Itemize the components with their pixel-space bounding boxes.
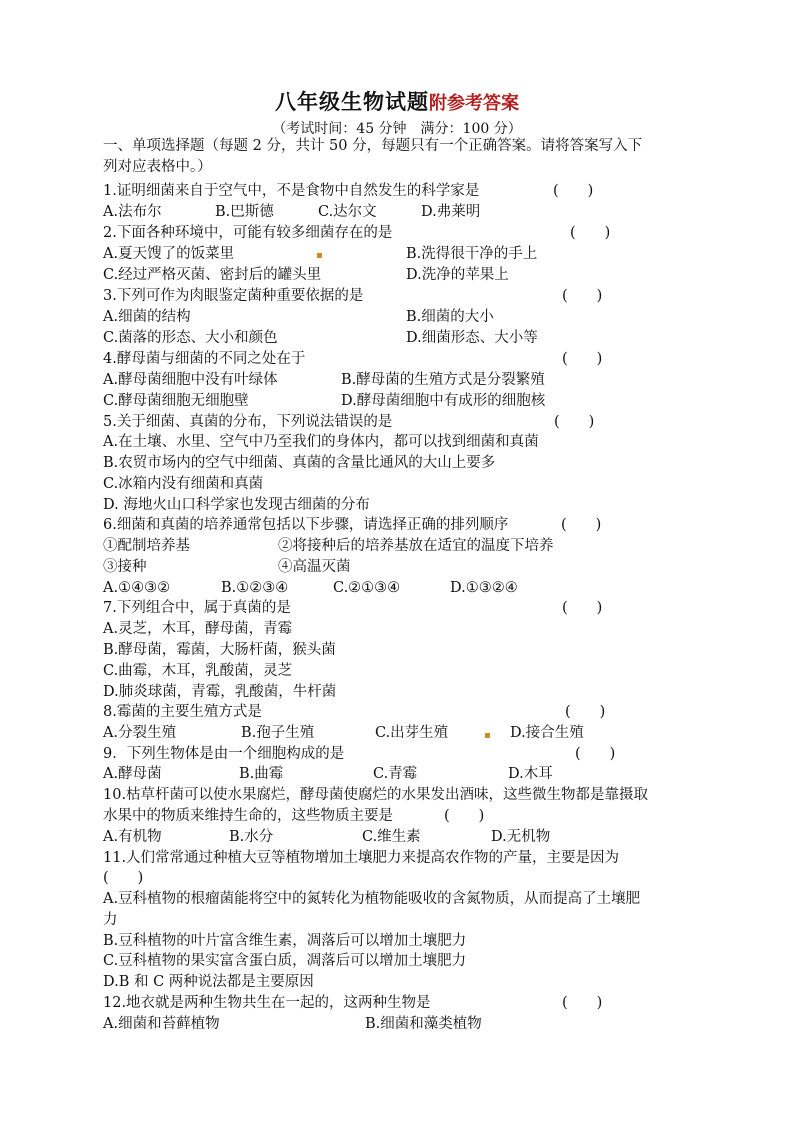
q3-option-c: C.菌落的形态、大小和颜色 xyxy=(103,330,278,346)
q6-step-1: ①配制培养基 xyxy=(103,538,190,554)
section-heading: 一、单项选择题（每题 2 分，共计 50 分，每题只有一个正确答案。请将答案写入下 xyxy=(103,138,643,154)
q6-step-2: ②将接种后的培养基放在适宜的温度下培养 xyxy=(278,538,554,554)
answer-blank-9: ( ) xyxy=(575,746,616,762)
exam-info: （考试时间：45 分钟 满分：100 分） xyxy=(272,121,522,137)
q2-option-b: B.洗得很干净的手上 xyxy=(406,246,538,262)
question-9-stem: 9．下列生物体是由一个细胞构成的是 xyxy=(103,746,345,762)
question-2-stem: 2.下面各种环境中，可能有较多细菌存在的是 xyxy=(103,225,393,241)
question-12-stem: 12.地衣就是两种生物共生在一起的，这两种生物是 xyxy=(103,995,431,1011)
question-10-stem-cont: 水果中的物质来维持生命的，这些物质主要是 xyxy=(103,808,393,824)
q1-option-b: B.巴斯德 xyxy=(215,204,274,220)
q9-option-c: C.青霉 xyxy=(373,766,418,782)
answer-blank-11: ( ) xyxy=(103,870,144,886)
q9-option-d: D.木耳 xyxy=(508,766,553,782)
question-7-stem: 7.下列组合中，属于真菌的是 xyxy=(103,600,291,616)
q5-option-c: C.冰箱内没有细菌和真菌 xyxy=(103,476,264,492)
q8-option-d: D.接合生殖 xyxy=(510,725,584,741)
q7-option-b: B.酵母菌，霉菌，大肠杆菌，猴头菌 xyxy=(103,642,336,658)
q2-option-c: C.经过严格灭菌、密封后的罐头里 xyxy=(103,267,322,283)
q2-option-d: D.洗净的苹果上 xyxy=(406,267,509,283)
q7-option-d: D.肺炎球菌，青霉，乳酸菌，牛杆菌 xyxy=(103,684,337,700)
q6-option-d: D.①③②④ xyxy=(450,580,518,596)
q6-step-3: ③接种 xyxy=(103,559,147,575)
q7-option-a: A.灵芝，木耳，酵母菌，青霉 xyxy=(103,621,293,637)
q6-step-4: ④高温灭菌 xyxy=(278,559,351,575)
question-10-stem: 10.枯草杆菌可以使水果腐烂，酵母菌使腐烂的水果发出酒味，这些微生物都是靠摄取 xyxy=(103,787,649,803)
q10-option-c: C.维生素 xyxy=(362,829,421,845)
q9-option-a: A.酵母菌 xyxy=(103,766,162,782)
q10-option-a: A.有机物 xyxy=(103,829,162,845)
question-3-stem: 3.下列可作为肉眼鉴定菌种重要依据的是 xyxy=(103,288,364,304)
q3-option-d: D.细菌形态、大小等 xyxy=(406,330,538,346)
q1-option-d: D.弗莱明 xyxy=(421,204,481,220)
q4-option-a: A.酵母菌细胞中没有叶绿体 xyxy=(103,372,278,388)
answer-blank-4: ( ) xyxy=(562,351,603,367)
page-title xyxy=(0,86,794,116)
answer-blank-8: ( ) xyxy=(565,704,606,720)
q6-option-a: A.①④③② xyxy=(103,580,171,596)
answer-blank-10: ( ) xyxy=(444,808,485,824)
section-heading-cont: 列对应表格中。） xyxy=(103,159,212,175)
q2-option-a: A.夏天馊了的饭菜里 xyxy=(103,246,235,262)
answer-blank-2: ( ) xyxy=(570,225,611,241)
q4-option-d: D.酵母菌细胞中有成形的细胞核 xyxy=(341,393,546,409)
stray-mark: ▪ xyxy=(484,730,491,741)
question-8-stem: 8.霉菌的主要生殖方式是 xyxy=(103,704,262,720)
q4-option-b: B.酵母菌的生殖方式是分裂繁殖 xyxy=(341,372,545,388)
q8-option-c: C.出芽生殖 xyxy=(375,725,449,741)
q10-option-d: D.无机物 xyxy=(491,829,551,845)
answer-blank-6: ( ) xyxy=(561,517,602,533)
q4-option-c: C.酵母菌细胞无细胞壁 xyxy=(103,393,249,409)
q5-option-b: B.农贸市场内的空气中细菌、真菌的含量比通风的大山上要多 xyxy=(103,455,496,471)
question-1-stem: 1.证明细菌来自于空气中，不是食物中自然发生的科学家是 xyxy=(103,183,480,199)
q11-option-b: B.豆科植物的叶片富含维生素，凋落后可以增加土壤肥力 xyxy=(103,933,467,949)
q8-option-a: A.分裂生殖 xyxy=(103,725,177,741)
question-5-stem: 5.关于细菌、真菌的分布，下列说法错误的是 xyxy=(103,414,393,430)
q8-option-b: B.孢子生殖 xyxy=(241,725,315,741)
answer-blank-1: ( ) xyxy=(553,183,594,199)
q12-option-b: B.细菌和藻类植物 xyxy=(365,1016,482,1032)
answer-blank-7: ( ) xyxy=(562,600,603,616)
answer-blank-3: ( ) xyxy=(562,288,603,304)
q5-option-d: D. 海地火山口科学家也发现古细菌的分布 xyxy=(103,497,370,513)
title-main: 八年级生物试题 xyxy=(275,89,429,114)
title-answer-note: 附参考答案 xyxy=(429,93,519,114)
question-4-stem: 4.酵母菌与细菌的不同之处在于 xyxy=(103,351,306,367)
q11-option-a-cont: 力 xyxy=(103,912,118,928)
q1-option-a: A.法布尔 xyxy=(103,204,162,220)
q5-option-a: A.在土壤、水里、空气中乃至我们的身体内，都可以找到细菌和真菌 xyxy=(103,434,539,450)
q11-option-a: A.豆科植物的根瘤菌能将空中的氮转化为植物能吸收的含氮物质，从而提高了土壤肥 xyxy=(103,891,641,907)
q3-option-a: A.细菌的结构 xyxy=(103,309,191,325)
answer-blank-12: ( ) xyxy=(562,995,603,1011)
question-6-stem: 6.细菌和真菌的培养通常包括以下步骤，请选择正确的排列顺序 xyxy=(103,517,509,533)
q9-option-b: B.曲霉 xyxy=(239,766,284,782)
q6-option-c: C.②①③④ xyxy=(333,580,401,596)
q6-option-b: B.①②③④ xyxy=(221,580,289,596)
q11-option-d: D.B 和 C 两种说法都是主要原因 xyxy=(103,974,314,990)
answer-blank-5: ( ) xyxy=(554,414,595,430)
q3-option-b: B.细菌的大小 xyxy=(406,309,494,325)
question-11-stem: 11.人们常常通过种植大豆等植物增加土壤肥力来提高农作物的产量，主要是因为 xyxy=(103,850,620,866)
q10-option-b: B.水分 xyxy=(229,829,274,845)
q7-option-c: C.曲霉，木耳，乳酸菌，灵芝 xyxy=(103,663,293,679)
q1-option-c: C.达尔文 xyxy=(318,204,377,220)
q11-option-c: C.豆科植物的果实富含蛋白质，凋落后可以增加土壤肥力 xyxy=(103,953,467,969)
q12-option-a: A.细菌和苔藓植物 xyxy=(103,1016,220,1032)
stray-mark: ▪ xyxy=(316,250,323,261)
